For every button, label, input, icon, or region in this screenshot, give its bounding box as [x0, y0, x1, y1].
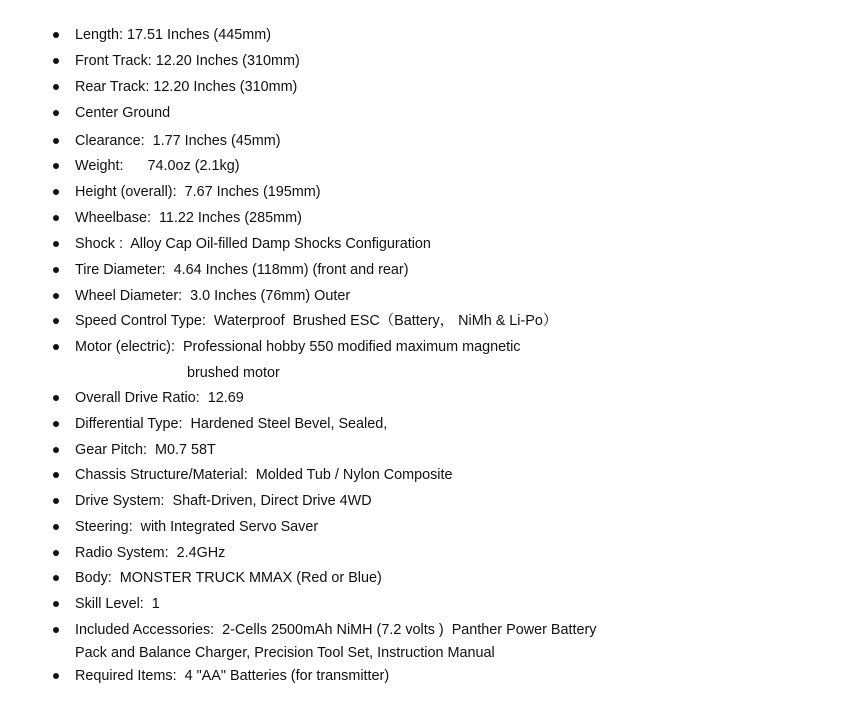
spec-text: Speed Control Type: Waterproof Brushed ESC（Battery， NiMh & Li-Po） [75, 313, 558, 329]
spec-text: Required Items: 4 "AA" Batteries (for transmitter) [75, 668, 390, 684]
spec-text: Body: MONSTER TRUCK MMAX (Red or Blue) [75, 570, 382, 586]
spec-text: Wheel Diameter: 3.0 Inches (76mm) Outer [75, 288, 351, 304]
bullet-icon [53, 241, 59, 247]
spec-text: Motor (electric): Professional hobby 550 modified maximum magnetic [75, 339, 521, 355]
bullet-icon [53, 472, 59, 478]
spec-item-included-accessories-continuation: Pack and Balance Charger, Precision Tool Set, Instruction Manual [75, 645, 495, 661]
bullet-icon [53, 189, 59, 195]
bullet-icon [53, 575, 59, 581]
spec-text: Gear Pitch: M0.7 58T [75, 442, 216, 458]
bullet-icon [53, 110, 59, 116]
spec-text: Length: 17.51 Inches (445mm) [75, 27, 271, 43]
bullet-icon [53, 215, 59, 221]
spec-text: Steering: with Integrated Servo Saver [75, 519, 319, 535]
spec-text: Tire Diameter: 4.64 Inches (118mm) (front and rear) [75, 262, 409, 278]
spec-text: Wheelbase: 11.22 Inches (285mm) [75, 210, 302, 226]
bullet-icon [53, 163, 59, 169]
bullet-icon [53, 344, 59, 350]
spec-text: Clearance: 1.77 Inches (45mm) [75, 133, 281, 149]
spec-text: Height (overall): 7.67 Inches (195mm) [75, 184, 321, 200]
spec-text: Chassis Structure/Material: Molded Tub / Nylon Composite [75, 467, 453, 483]
bullet-icon [53, 84, 59, 90]
bullet-icon [53, 318, 59, 324]
bullet-icon [53, 421, 59, 427]
spec-text: Skill Level: 1 [75, 596, 160, 612]
spec-text: Weight: 74.0oz (2.1kg) [75, 158, 240, 174]
spec-text: Radio System: 2.4GHz [75, 545, 226, 561]
spec-text: Drive System: Shaft-Driven, Direct Drive 4WD [75, 493, 372, 509]
spec-item-motor-continuation: brushed motor [187, 365, 280, 381]
spec-text: Included Accessories: 2-Cells 2500mAh NiMH (7.2 volts ) Panther Power Battery [75, 622, 597, 638]
spec-text: Overall Drive Ratio: 12.69 [75, 390, 244, 406]
bullet-icon [53, 267, 59, 273]
bullet-icon [53, 673, 59, 679]
bullet-icon [53, 524, 59, 530]
spec-text: Shock : Alloy Cap Oil-filled Damp Shocks Configuration [75, 236, 431, 252]
bullet-icon [53, 293, 59, 299]
bullet-icon [53, 138, 59, 144]
spec-text: Differential Type: Hardened Steel Bevel, Sealed, [75, 416, 388, 432]
spec-text: Center Ground [75, 105, 171, 121]
bullet-icon [53, 498, 59, 504]
bullet-icon [53, 58, 59, 64]
bullet-icon [53, 550, 59, 556]
spec-text: Rear Track: 12.20 Inches (310mm) [75, 79, 298, 95]
bullet-icon [53, 395, 59, 401]
bullet-icon [53, 627, 59, 633]
bullet-icon [53, 601, 59, 607]
bullet-icon [53, 447, 59, 453]
bullet-icon [53, 32, 59, 38]
spec-text: Front Track: 12.20 Inches (310mm) [75, 53, 300, 69]
